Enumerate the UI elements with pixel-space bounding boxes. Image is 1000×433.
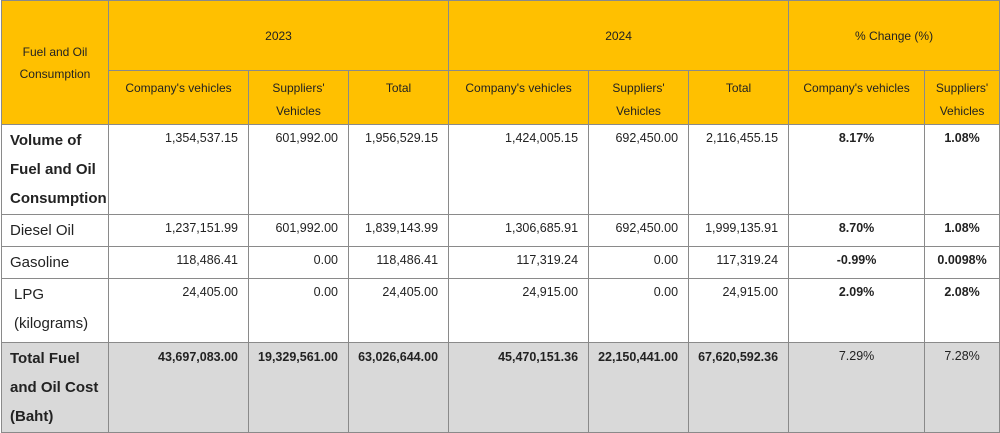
cell-company-2024: 1,424,005.15: [449, 125, 589, 215]
header-year-2024: 2024: [449, 1, 789, 71]
header-total-2023: Total: [349, 71, 449, 125]
cell-suppliers-pct: 1.08%: [925, 215, 1000, 247]
cell-total-2024: 67,620,592.36: [689, 343, 789, 433]
cell-total-2024: 117,319.24: [689, 247, 789, 279]
cell-total-2023: 1,956,529.15: [349, 125, 449, 215]
cell-suppliers-2023: 0.00: [249, 247, 349, 279]
cell-company-2024: 24,915.00: [449, 279, 589, 343]
row-label: Volume of Fuel and Oil Consumption: [2, 125, 109, 215]
header-year-2023: 2023: [109, 1, 449, 71]
cell-total-2024: 2,116,455.15: [689, 125, 789, 215]
cell-suppliers-2024: 692,450.00: [589, 215, 689, 247]
header-pct-change: % Change (%): [789, 1, 1000, 71]
header-suppliers-2023: Suppliers' Vehicles: [249, 71, 349, 125]
table-row: [2, 125, 1000, 215]
cell-company-pct: 7.29%: [789, 343, 925, 433]
cell-total-2023: 118,486.41: [349, 247, 449, 279]
header-suppliers-pct: Suppliers' Vehicles: [925, 71, 1000, 125]
cell-suppliers-2024: 22,150,441.00: [589, 343, 689, 433]
cell-company-pct: 8.70%: [789, 215, 925, 247]
row-label: Total Fuel and Oil Cost (Baht): [2, 343, 109, 433]
header-row-years: [2, 1, 1000, 71]
cell-company-2024: 117,319.24: [449, 247, 589, 279]
cell-company-2023: 1,237,151.99: [109, 215, 249, 247]
cell-company-pct: -0.99%: [789, 247, 925, 279]
cell-total-2024: 24,915.00: [689, 279, 789, 343]
header-company-pct: Company's vehicles: [789, 71, 925, 125]
cell-suppliers-2023: 601,992.00: [249, 125, 349, 215]
cell-total-2023: 63,026,644.00: [349, 343, 449, 433]
header-row-sub: [2, 71, 1000, 125]
cell-suppliers-2024: 0.00: [589, 279, 689, 343]
row-label: Diesel Oil: [2, 215, 109, 247]
cell-total-2023: 1,839,143.99: [349, 215, 449, 247]
cell-suppliers-pct: 0.0098%: [925, 247, 1000, 279]
header-suppliers-2024: Suppliers' Vehicles: [589, 71, 689, 125]
cell-suppliers-2024: 0.00: [589, 247, 689, 279]
table-row: [2, 279, 1000, 343]
row-label: LPG (kilograms): [2, 279, 109, 343]
table-row: [2, 215, 1000, 247]
cell-company-pct: 2.09%: [789, 279, 925, 343]
table-row-total: [2, 343, 1000, 433]
cell-company-2023: 43,697,083.00: [109, 343, 249, 433]
cell-company-2024: 1,306,685.91: [449, 215, 589, 247]
cell-suppliers-pct: 2.08%: [925, 279, 1000, 343]
fuel-consumption-table: [1, 0, 1000, 433]
cell-company-2024: 45,470,151.36: [449, 343, 589, 433]
cell-total-2024: 1,999,135.91: [689, 215, 789, 247]
cell-company-2023: 118,486.41: [109, 247, 249, 279]
cell-company-pct: 8.17%: [789, 125, 925, 215]
header-company-2024: Company's vehicles: [449, 71, 589, 125]
cell-suppliers-2024: 692,450.00: [589, 125, 689, 215]
cell-company-2023: 1,354,537.15: [109, 125, 249, 215]
cell-suppliers-pct: 7.28%: [925, 343, 1000, 433]
cell-suppliers-2023: 0.00: [249, 279, 349, 343]
header-total-2024: Total: [689, 71, 789, 125]
cell-suppliers-2023: 601,992.00: [249, 215, 349, 247]
table-row: [2, 247, 1000, 279]
cell-suppliers-2023: 19,329,561.00: [249, 343, 349, 433]
cell-suppliers-pct: 1.08%: [925, 125, 1000, 215]
header-company-2023: Company's vehicles: [109, 71, 249, 125]
cell-company-2023: 24,405.00: [109, 279, 249, 343]
header-fuel-oil-consumption: Fuel and Oil Consumption: [2, 1, 109, 125]
cell-total-2023: 24,405.00: [349, 279, 449, 343]
row-label: Gasoline: [2, 247, 109, 279]
